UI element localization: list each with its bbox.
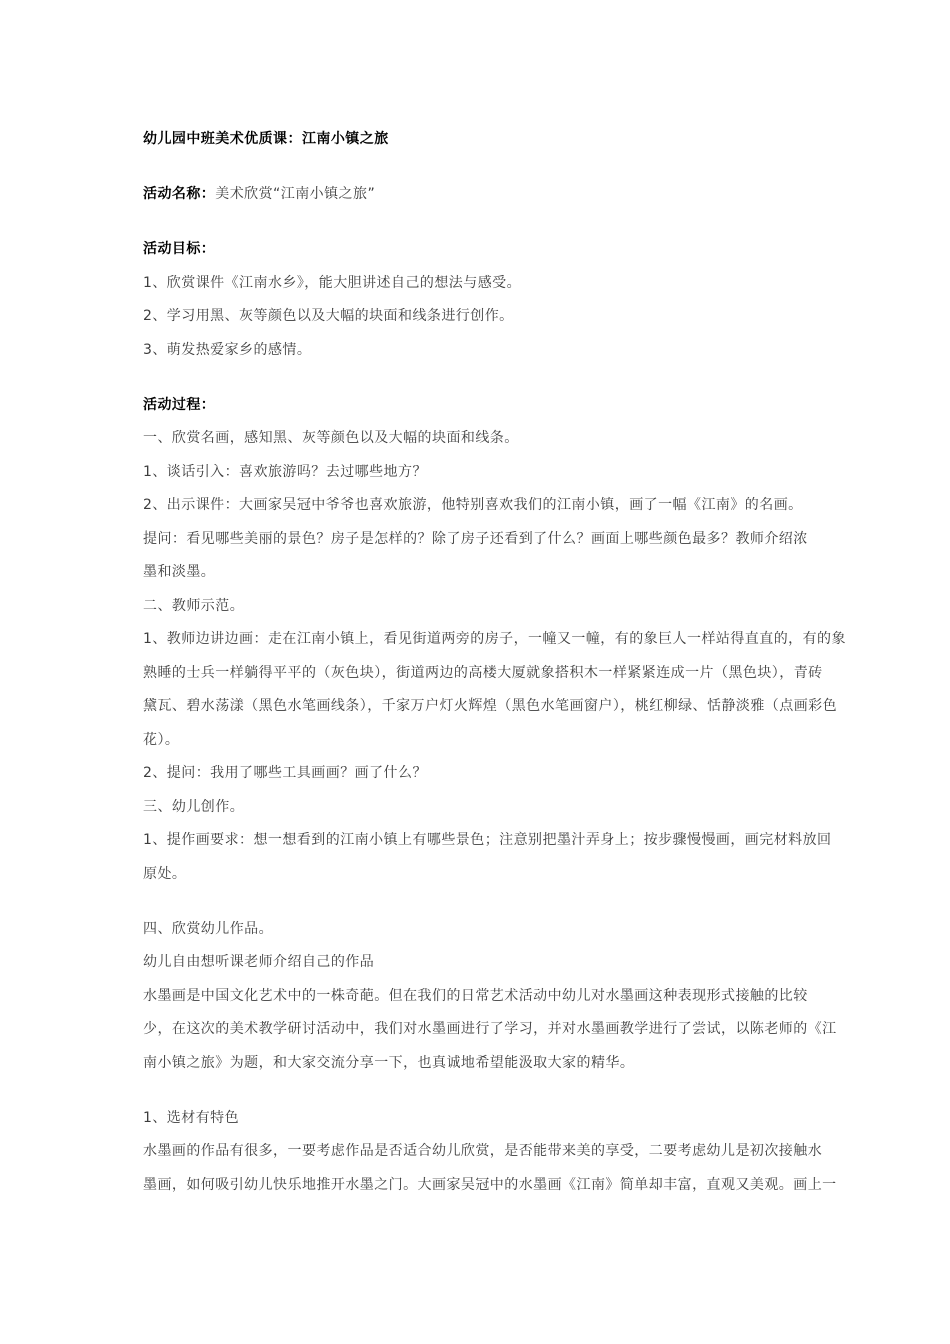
text-line [143, 1047, 843, 1081]
text-line [143, 556, 843, 590]
text-line [143, 690, 843, 724]
activity-name [143, 178, 843, 212]
body-text: 提问：看见哪些美丽的景色？房子是怎样的？除了房子还看到了什么？画面上哪些颜色最多？教师介绍浓 [143, 530, 808, 547]
heading-text: 幼儿园中班美术优质课：江南小镇之旅 [143, 131, 389, 147]
body-text: 1、谈话引入：喜欢旅游吗？去过哪些地方？ [143, 463, 427, 480]
body-text: 1、教师边讲边画：走在江南小镇上，看见街道两旁的房子，一幢又一幢，有的象巨人一样站得直直的，有的象 [143, 631, 846, 647]
body-text: 四、欣赏幼儿作品。 [143, 920, 274, 937]
body-text: 少，在这次的美术教学研讨活动中，我们对水墨画进行了学习，并对水墨画教学进行了尝试，以陈老师的《江 [143, 1021, 837, 1037]
body-text: 黛瓦、碧水荡漾（黑色水笔画线条），千家万户灯火辉煌（黑色水笔画窗户），桃红柳绿、恬静淡雅（点画彩色 [143, 698, 838, 714]
text-line [143, 334, 843, 368]
body-text: 原处。 [143, 865, 187, 882]
text-line [143, 1169, 843, 1203]
body-text: 二、教师示范。 [143, 597, 245, 614]
text-line [143, 1135, 843, 1169]
text-line [143, 1013, 843, 1047]
text-line [143, 946, 843, 980]
heading-text: 活动目标： [143, 241, 216, 257]
body-text: 2、出示课件：大画家吴冠中爷爷也喜欢旅游，他特别喜欢我们的江南小镇，画了一幅《江南》的名画。 [143, 497, 803, 513]
body-text: 幼儿自由想听课老师介绍自己的作品 [143, 954, 375, 970]
body-text: 一、欣赏名画，感知黑、灰等颜色以及大幅的块面和线条。 [143, 430, 519, 446]
body-text: 2、学习用黑、灰等颜色以及大幅的块面和线条进行创作。 [143, 308, 514, 324]
body-text: 1、提作画要求：想一想看到的江南小镇上有哪些景色；注意别把墨汁弄身上；按步骤慢慢画，画完材料放回 [143, 832, 832, 848]
activity-goals [143, 233, 843, 367]
doc-title [143, 123, 843, 157]
text-line [143, 913, 843, 947]
text-line [143, 623, 846, 657]
material-selection [143, 1102, 843, 1203]
text-line [143, 980, 843, 1014]
text-line [143, 300, 843, 334]
text-line [143, 791, 843, 825]
body-text: 2、提问：我用了哪些工具画画？画了什么？ [143, 765, 427, 781]
heading-text: 活动名称： [143, 186, 216, 202]
activity-process [143, 389, 846, 892]
body-text: 美术欣赏“江南小镇之旅” [215, 186, 376, 202]
text-line [143, 489, 843, 523]
text-line [143, 456, 843, 490]
body-text: 墨画，如何吸引幼儿快乐地推开水墨之门。大画家吴冠中的水墨画《江南》简单却丰富，直观又美观。画上一 [143, 1176, 837, 1193]
text-line [143, 724, 843, 758]
text-line [143, 178, 843, 212]
appreciate-children-works [143, 913, 843, 1081]
document-body [143, 123, 846, 1202]
text-line [143, 590, 843, 624]
text-line [143, 267, 843, 301]
heading-text: 活动过程： [143, 396, 216, 413]
text-line [143, 757, 843, 791]
body-text: 1、欣赏课件《江南水乡》，能大胆讲述自己的想法与感受。 [143, 274, 522, 291]
body-text: 1、选材有特色 [143, 1109, 240, 1126]
body-text: 水墨画是中国文化艺术中的一株奇葩。但在我们的日常艺术活动中幼儿对水墨画这种表现形式接触的比较 [143, 987, 808, 1004]
body-text: 3、萌发热爱家乡的感情。 [143, 341, 312, 358]
text-line [143, 858, 843, 892]
body-text: 墨和淡墨。 [143, 564, 216, 580]
text-line [143, 389, 843, 423]
text-line [143, 1102, 843, 1136]
body-text: 南小镇之旅》为题，和大家交流分享一下，也真诚地希望能汲取大家的精华。 [143, 1054, 635, 1071]
text-line [143, 523, 843, 557]
body-text: 熟睡的士兵一样躺得平平的（灰色块），街道两边的高楼大厦就象搭积木一样紧紧连成一片（黑色块），青砖 [143, 664, 823, 681]
text-line [143, 123, 843, 157]
text-line [143, 657, 843, 691]
text-line [143, 824, 843, 858]
body-text: 三、幼儿创作。 [143, 798, 245, 815]
body-text: 花）。 [143, 731, 180, 748]
text-line [143, 233, 843, 267]
body-text: 水墨画的作品有很多，一要考虑作品是否适合幼儿欣赏，是否能带来美的享受，二要考虑幼儿是初次接触水 [143, 1143, 823, 1159]
text-line [143, 422, 843, 456]
